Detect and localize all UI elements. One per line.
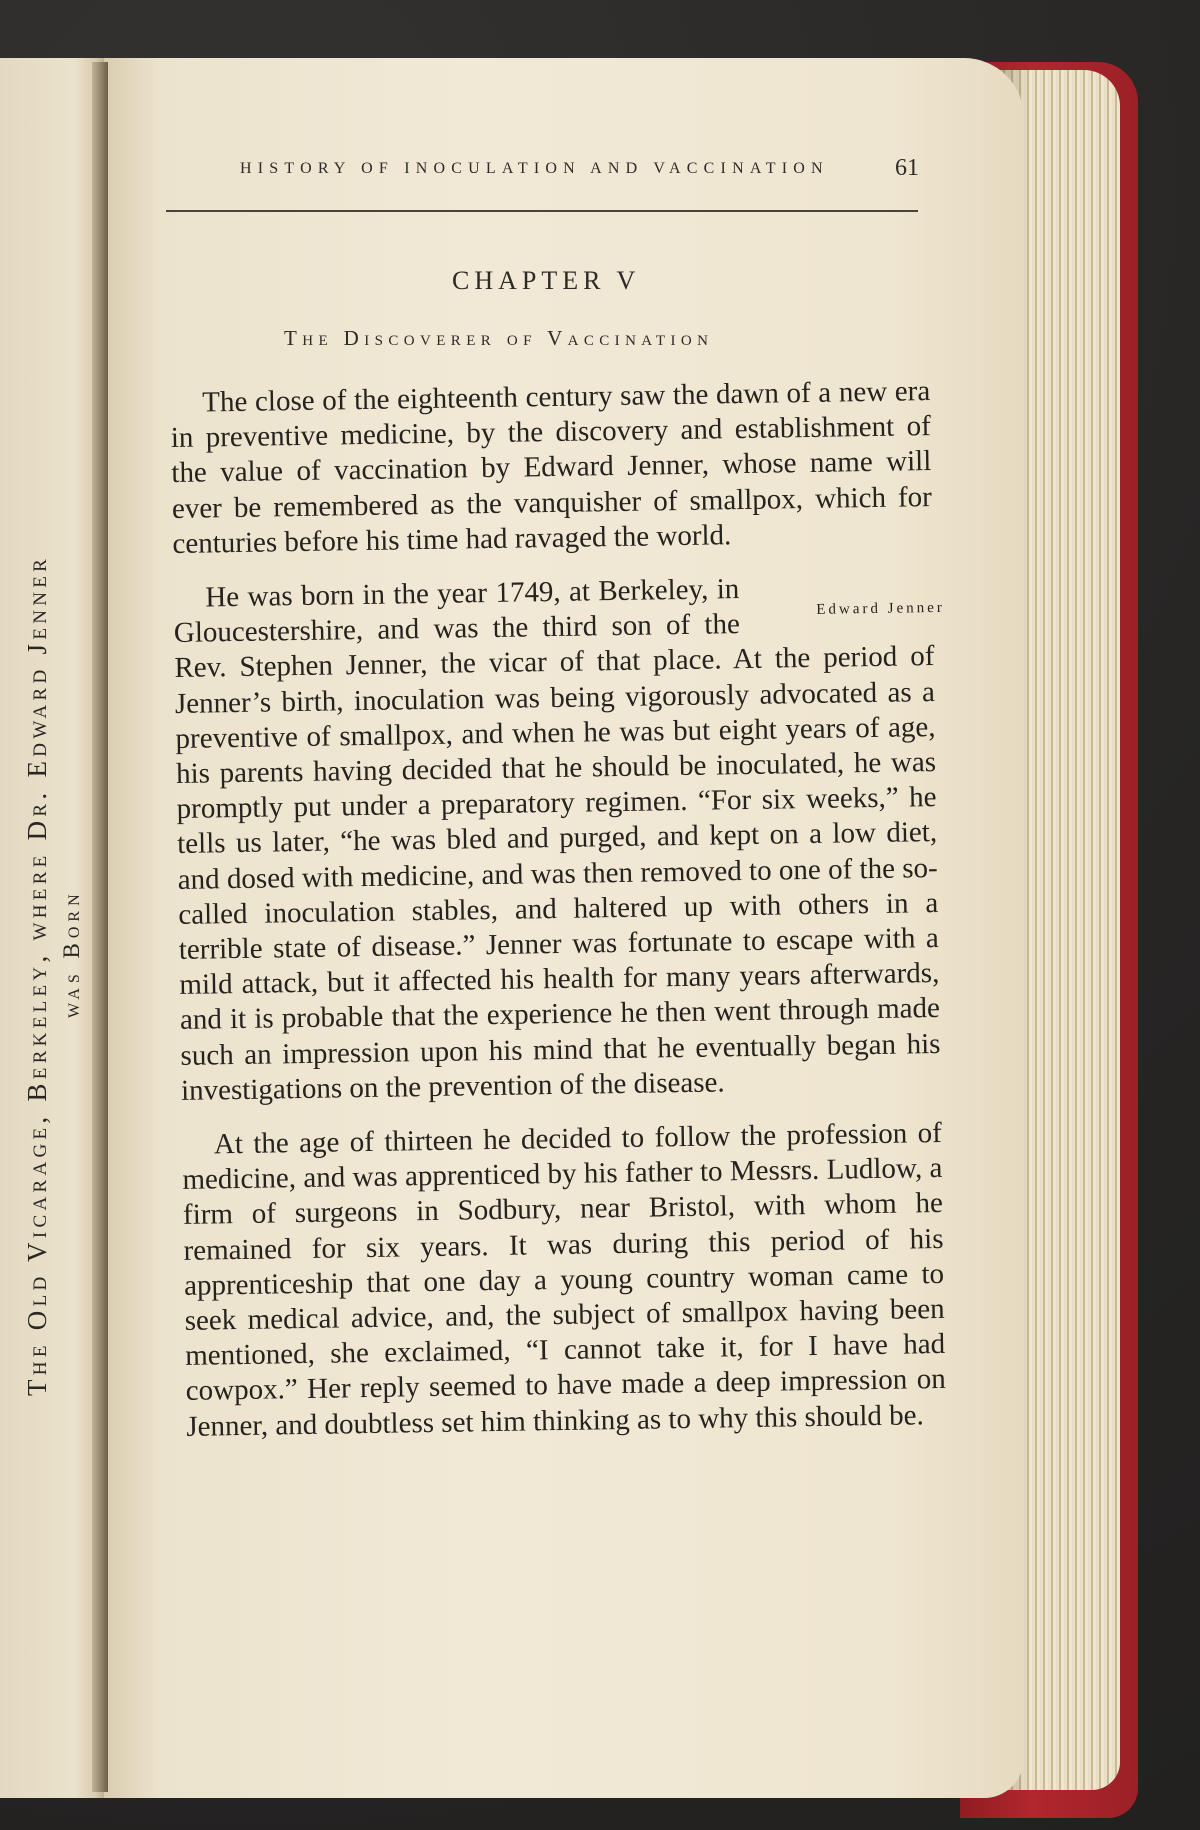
chapter-number: CHAPTER V [452, 266, 641, 295]
page-number: 61 [895, 155, 919, 181]
plate-caption [22, 396, 85, 1396]
book-gutter [92, 62, 108, 1792]
paragraph-1: The close of the eighteenth century saw the dawn of a new era in preventive medicine, by the discovery and establishment of the value of vaccination by Edward Jenner, whose name will ever be remembered as the vanquisher of smallpox, which for centuries before his time had ravaged the world. [170, 375, 933, 560]
paragraph-3: At the age of thirteen he decided to follow the profession of medicine, and was apprenticed by his father to Messrs. Ludlow, a firm of surgeons in Sodbury, near Bristol, with whom he remained for six years. It was during this period of his apprenticeship that one day a young country woman came to seek medical advice, and, the subject of smallpox having been mentioned, she exclaimed, “I cannot take it, for I have had cowpox.” Her reply seemed to have made a deep impression on Jenner, and doubtless set him thinking as to why this should be. [182, 1117, 946, 1443]
plate-caption-line-2: was Born [59, 889, 84, 1018]
figure-caption: Edward Jenner [816, 599, 945, 618]
header-rule [166, 210, 918, 212]
body-text [170, 374, 947, 1445]
paragraph-2-text: He was born in the year 1749, at Berkeley, in Gloucestershire, and was the third son of the Rev. Stephen Jenner, the vicar of that place. At the period of Jenner’s birth, inoculation was being vigorously advocated as a preventive of smallpox, and when he was but eight years of age, his parents having decided that he should be inoculated, he was promptly put under a preparatory regimen. “For six weeks,” he tells us later, “he was bled and purged, and kept on a low diet, and dosed with medicine, and was then removed to one of the so-called inoculation stables, and haltered up with others in a terrible state of disease.” Jenner was fortunate to escape with a mild attack, but it affected his health for many years afterwards, and it is probable that the experience he then went through made such an impression upon his mind that he eventually began his investigations on the prevention of the disease. [173, 573, 941, 1107]
paragraph-2 [173, 569, 945, 1109]
running-head: HISTORY OF INOCULATION AND VACCINATION [240, 160, 829, 177]
plate-caption-line-1: The Old Vicarage, Berkeley, where Dr. Edward Jenner [22, 554, 52, 1396]
chapter-title: The Discoverer of Vaccination [284, 326, 714, 350]
